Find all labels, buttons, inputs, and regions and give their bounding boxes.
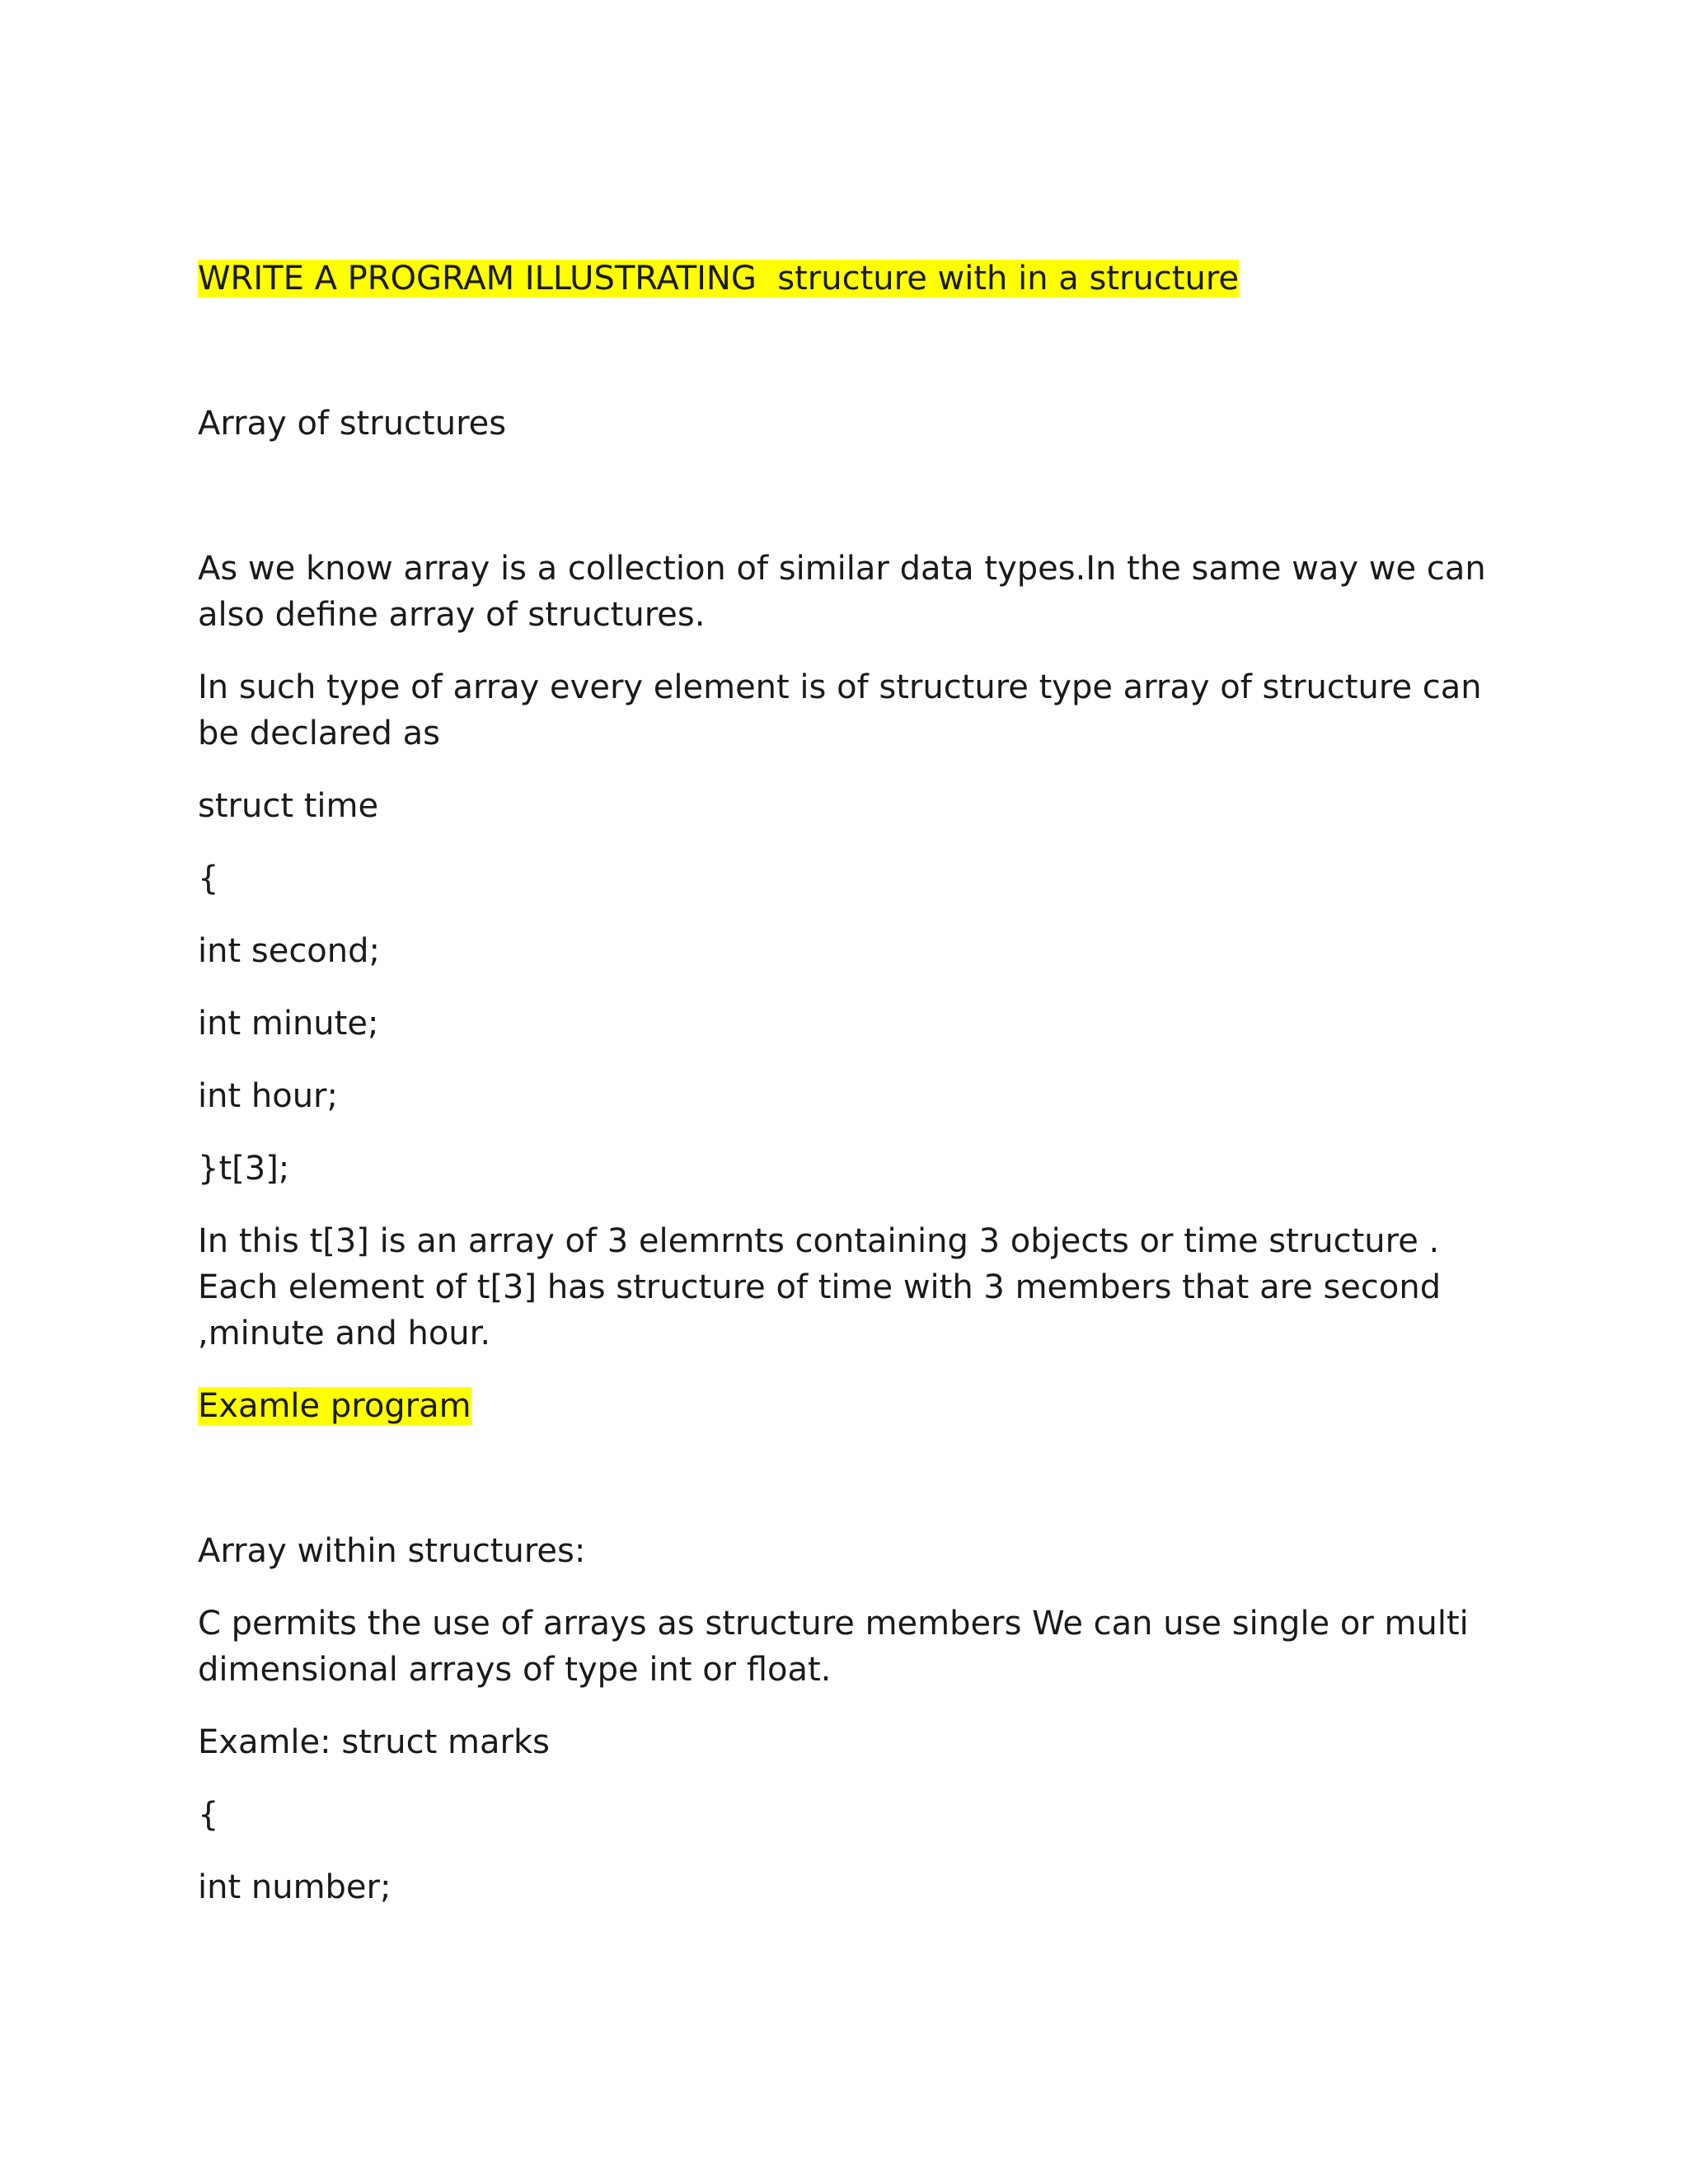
paragraph-declaration: In such type of array every element is of structure type array of structure can be declared as [198,668,1482,752]
code-line: int number; [198,1868,392,1906]
code-line: int second; [198,932,380,970]
section-heading-array-of-structures: Array of structures [198,405,507,443]
code-line: int minute; [198,1005,379,1043]
example-label-line [198,1383,1517,1429]
code-line: { [198,860,219,898]
paragraph-explanation: In this t[3] is an array of 3 elemrnts containing 3 objects or time structure . Each element of t[3] has structure of time with 3 members that are second ,minute and hour. [198,1222,1442,1352]
paragraph-arrays-as-members: C permits the use of arrays as structure members We can use single or multi dimensional arrays of type int or float. [198,1605,1469,1689]
code-line: }t[3]; [198,1150,290,1188]
document-body [198,255,1517,1937]
code-line: Examle: struct marks [198,1723,550,1761]
section-heading-array-within-structures: Array within structures: [198,1532,586,1570]
code-line: { [198,1796,219,1834]
example-label: Examle program [198,1387,471,1425]
code-line: struct time [198,787,379,825]
paragraph-intro: As we know array is a collection of similar data types.In the same way we can also define array of structures. [198,550,1486,634]
document-title: WRITE A PROGRAM ILLUSTRATING structure with in a structure [198,260,1240,298]
title-line [198,255,1517,302]
code-line: int hour; [198,1077,338,1115]
